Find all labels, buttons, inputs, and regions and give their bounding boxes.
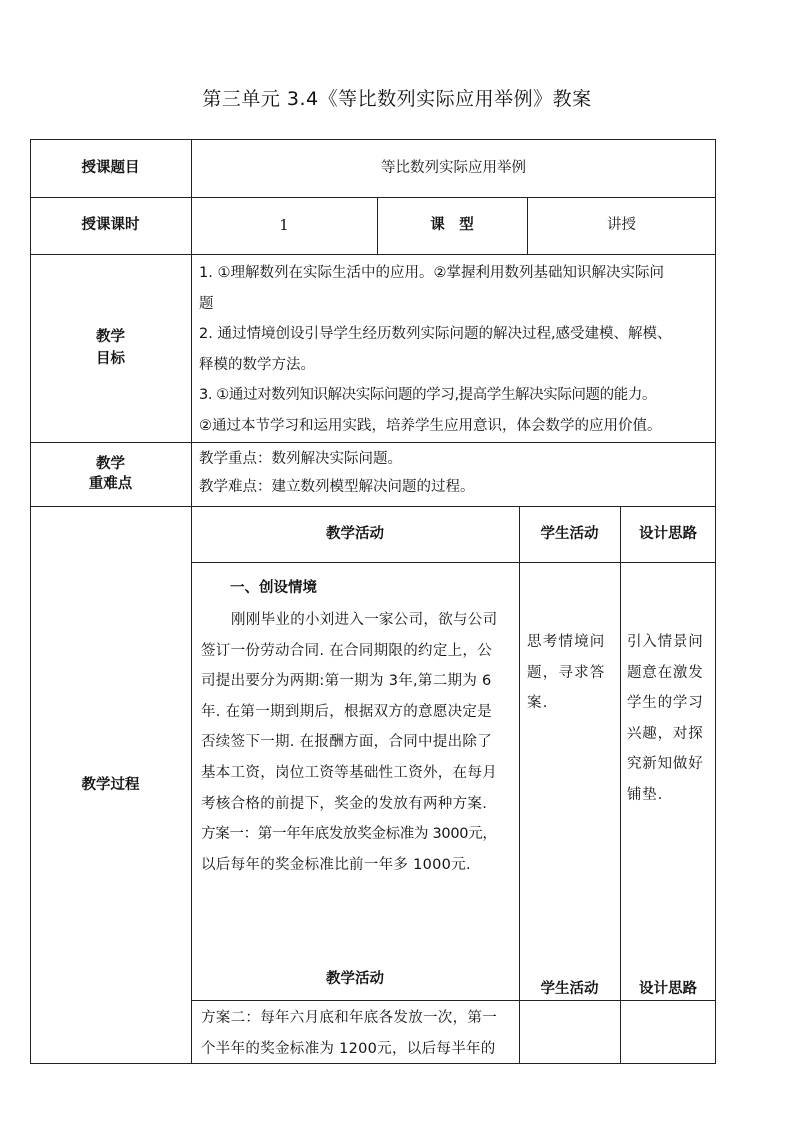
teacher-line: 司提出要分为两期:第一期为 3年,第二期为 6 [201, 673, 492, 690]
keypoints-label-line: 教学 [96, 456, 125, 472]
goal-line: 1. ①理解数列在实际生活中的应用。②掌握利用数列基础知识解决实际问 [199, 265, 664, 281]
teacher-line: 否续签下一期. 在报酬方面，合同中提出除了 [201, 734, 493, 751]
column-divider [191, 139, 192, 1064]
type-label: 课 型 [430, 217, 474, 233]
goal-line: 释模的数学方法。 [199, 356, 315, 373]
design-line: 学生的学习 [627, 695, 704, 712]
design-line: 兴趣，对探 [627, 725, 704, 742]
process-label: 教学过程 [81, 776, 140, 793]
design-line: 引入情景问 [627, 634, 704, 650]
document-title: 第三单元 3.4《等比数列实际应用举例》教案 [202, 88, 592, 110]
goals-label [30, 254, 191, 442]
goals-label-line: 目标 [96, 351, 125, 367]
teacher-activity-content [201, 605, 517, 880]
keypoints-label [30, 442, 191, 506]
hours-label: 授课课时 [81, 217, 140, 233]
teacher-line: 方案一：第一年年底发放奖金标准为 3000元， [201, 826, 497, 843]
teacher-line: 签订一份劳动合同. 在合同期限的约定上，公 [201, 642, 493, 659]
teacher-line: 刚刚毕业的小刘进入一家公司，欲与公司 [231, 612, 498, 628]
topic-value: 等比数列实际应用举例 [381, 159, 526, 176]
goal-line: 题 [199, 295, 214, 312]
row-divider [191, 562, 716, 563]
keypoint-line: 教学难点：建立数列模型解决问题的过程。 [199, 479, 475, 495]
teacher-activity-header: 教学活动 [326, 525, 384, 542]
teacher-line: 以后每年的奖金标准比前一年多 1000元. [201, 856, 471, 873]
keypoints-content [199, 445, 714, 501]
goal-line: 3. ①通过对数列知识解决实际问题的学习,提高学生解决实际问题的能力。 [199, 387, 657, 403]
topic-label: 授课题目 [81, 159, 140, 176]
goal-line: 2. 通过情境创设引导学生经历数列实际问题的解决过程,感受建模、解模、 [199, 326, 672, 342]
continued-teacher-content [201, 1003, 517, 1064]
student-activity-header: 学生活动 [540, 525, 599, 542]
continued-line: 方案二：每年六月底和年底各发放一次，第一 [201, 1010, 497, 1026]
design-idea-content [627, 627, 715, 811]
design-idea-header: 设计思路 [639, 525, 697, 542]
hours-value: 1 [279, 216, 289, 234]
continued-line: 个半年的奖金标准为 1200元，以后每半年的 [201, 1040, 496, 1057]
teacher-activity-header-repeat: 教学活动 [326, 970, 384, 987]
student-line: 题，寻求答 [527, 664, 606, 681]
goal-line: ②通过本节学习和运用实践，培养学生应用意识，体会数学的应用价值。 [199, 417, 662, 434]
student-activity-header-repeat: 学生活动 [540, 980, 599, 997]
teacher-line: 基本工资，岗位工资等基础性工资外，在每月 [201, 764, 497, 781]
design-line: 题意在激发 [627, 664, 704, 681]
design-idea-header-repeat: 设计思路 [639, 980, 697, 997]
design-line: 究新知做好 [627, 756, 704, 773]
goals-content [199, 258, 714, 441]
keypoints-label-line: 重难点 [88, 476, 133, 492]
student-line: 案. [527, 695, 549, 712]
goals-label-line: 教学 [96, 329, 125, 345]
keypoint-line: 教学重点：数列解决实际问题。 [199, 451, 402, 467]
type-value: 讲授 [607, 217, 636, 233]
teacher-line: 考核合格的前提下，奖金的发放有两种方案. [201, 795, 488, 812]
teacher-line: 年. 在第一期到期后，根据双方的意愿决定是 [201, 703, 493, 720]
section-heading: 一、创设情境 [230, 580, 317, 596]
student-line: 思考情境问 [527, 634, 606, 650]
student-activity-content [527, 627, 619, 719]
design-line: 铺垫. [627, 786, 664, 803]
